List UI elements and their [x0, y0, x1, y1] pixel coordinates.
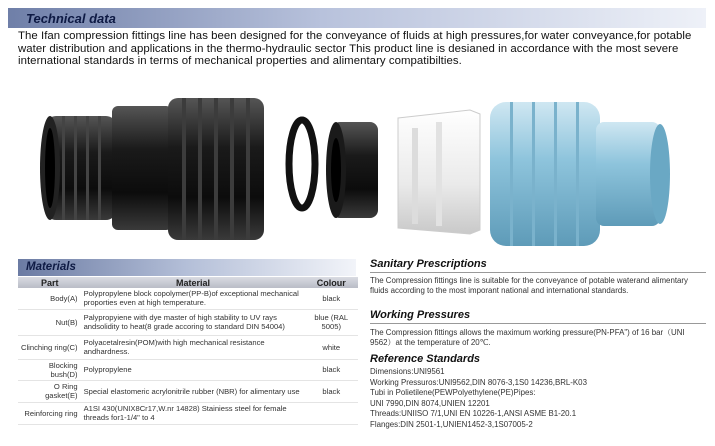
working-divider	[370, 323, 706, 324]
colour-cell: black	[305, 380, 358, 402]
sanitary-text: The Compression fittings line is suitable for the conveyance of potable waterand alimentary fluids according to the most imporant national and international standards.	[370, 276, 688, 295]
material-cell: Special elastomeric acrylonitrile rubber (NBR) for alimentary use	[82, 380, 305, 402]
table-row	[18, 402, 358, 424]
reference-title: Reference Standards	[370, 353, 481, 365]
part-cell: Nut(B)	[18, 309, 82, 335]
materials-table	[18, 277, 358, 425]
part-cell: Clinching ring(C)	[18, 335, 82, 359]
material-cell: Palypropyiene with dye master of high stability to UV rays andsolidity to heat(8 grade accoring to standard DIN 54004)	[82, 309, 305, 335]
compression-fitting-image	[40, 92, 680, 252]
table-row	[18, 335, 358, 359]
technical-data-title: Technical data	[26, 11, 116, 26]
part-cell: Reinforcing ring	[18, 402, 82, 424]
material-cell: Polypropylene	[82, 359, 305, 380]
table-row	[18, 309, 358, 335]
sanitary-title: Sanitary Prescriptions	[370, 258, 487, 270]
reference-item: Flanges:DIN 2501-1,UNIEN1452-3,1S07005-2	[370, 419, 533, 429]
colour-cell: white	[305, 335, 358, 359]
reference-item: Tubi in Polietilene(PEWPolyethylene(PE)Pipes:	[370, 388, 536, 398]
colour-cell: black	[305, 288, 358, 309]
working-text: The Compression fittings allows the maximum working pressure(PN-PFA") of 16 bar（UNI 9562）at the temperature of 20℃.	[370, 328, 685, 347]
reference-item: Dimensions:UNI9561	[370, 367, 445, 376]
body-threaded-end	[40, 116, 116, 220]
working-title: Working Pressures	[370, 309, 471, 321]
header-part: Part	[18, 277, 82, 288]
materials-header-row	[18, 277, 358, 288]
colour-cell: blue (RAL 5005)	[305, 309, 358, 335]
body-main	[112, 98, 264, 240]
part-cell: Body(A)	[18, 288, 82, 309]
table-row	[18, 288, 358, 309]
clinching-ring	[398, 110, 480, 234]
table-row	[18, 359, 358, 380]
reference-list	[370, 367, 706, 431]
header-material: Material	[82, 277, 305, 288]
material-cell: Polyacetalresin(POM)with high mechanical resistance andhardness.	[82, 335, 305, 359]
sanitary-divider	[370, 272, 706, 273]
material-cell: Polypropylene block copolymer(PP-B)of exceptional mechanical proporties even at high temperature.	[82, 288, 305, 309]
technical-intro-text: The Ifan compression fittings line has been designed for the conveyance of fluids at high pressures,for water conveyance,for potable water distribution and applications in the thermo-hydraulic sector This product line is desianed in accordance with the most severe international standards in terms of mechanical properties and alimentary compatibilties.	[18, 30, 692, 68]
nut-blue	[490, 102, 670, 246]
colour-cell: black	[305, 359, 358, 380]
reference-item: UNI 7990,DIN 8074,UNIEN 12201	[370, 398, 490, 408]
materials-title: Materials	[26, 261, 76, 273]
reference-item: Working Pressuros:UNI9562,DIN 8076-3,1S0 14236,BRL-K03	[370, 377, 587, 387]
header-colour: Colour	[305, 277, 358, 288]
reference-item: Threads:UNIISO 7/1,UNI EN 10226-1,ANSI ASME B1-20.1	[370, 409, 577, 419]
part-cell: Blocking bush(D)	[18, 359, 82, 380]
table-row	[18, 380, 358, 402]
material-cell: A1SI 430(UNIX8Cr17,W.nr 14828) Stainiess steel for female threads for1-1/4" to 4	[82, 402, 305, 424]
blocking-bush	[326, 122, 378, 218]
part-cell: O Ring gasket(E)	[18, 380, 82, 402]
colour-cell	[305, 402, 358, 424]
o-ring	[289, 120, 315, 208]
